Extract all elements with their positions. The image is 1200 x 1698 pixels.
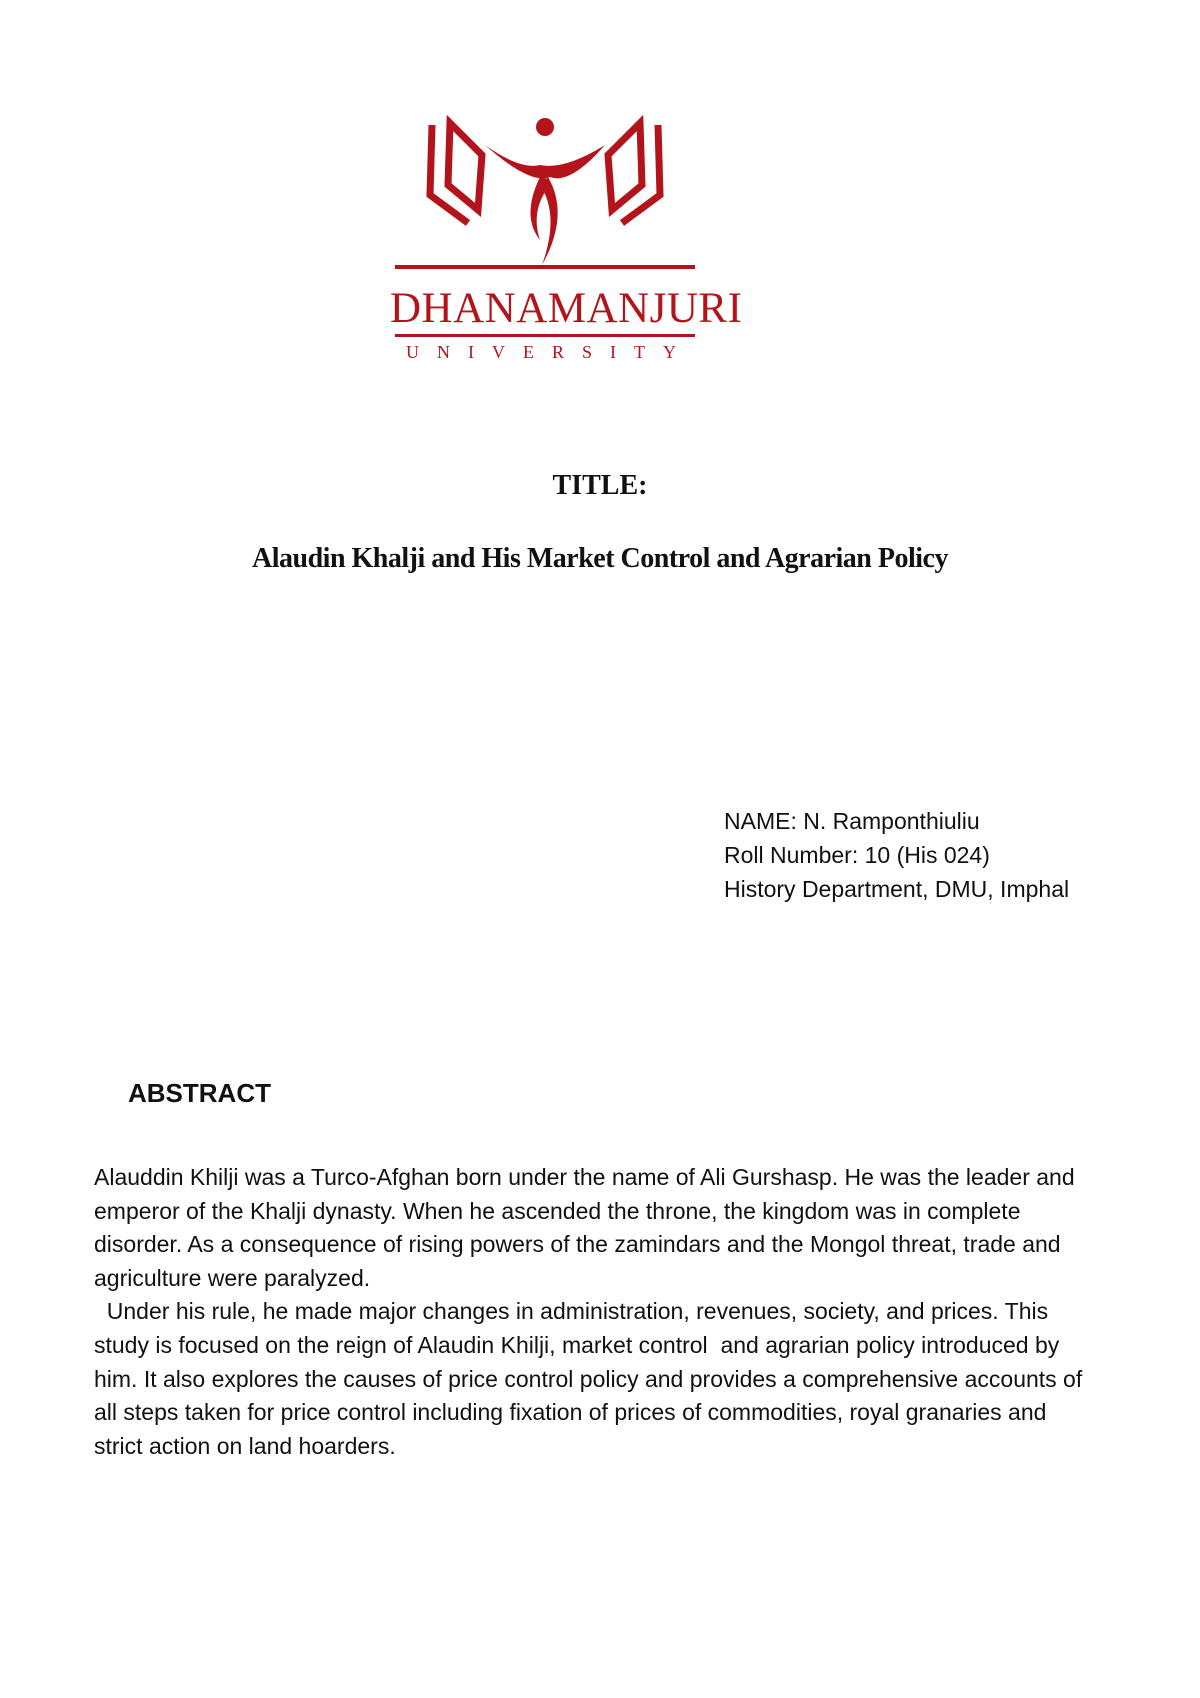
abstract-paragraph-2: Under his rule, he made major changes in administration, revenues, society, and prices. This study is focused on the reign of Alaudin Khilji, market control and agrarian policy introduced by him. It also explores the causes of price control policy and provides a comprehensive accounts of all steps taken for price control including fixation of prices of commodities, royal granaries and strict action on land hoarders. [94,1298,1089,1459]
abstract-body [94,1161,1094,1463]
author-block [724,804,1069,906]
logo-wordmark: DHANAMANJURI [390,285,743,332]
abstract-paragraph-1: Alauddin Khilji was a Turco-Afghan born under the name of Ali Gurshasp. He was the leader and emperor of the Khalji dynasty. When he ascended the throne, the kingdom was in complete disorder. As a consequence of rising powers of the zamindars and the Mongol threat, trade and agriculture were paralyzed. [94,1164,1075,1291]
author-name: NAME: N. Ramponthiuliu [724,808,980,834]
university-logo [390,115,743,375]
abstract-heading: ABSTRACT [128,1078,271,1108]
logo-subword: UNIVERSITY [406,342,694,362]
author-department: History Department, DMU, Imphal [724,876,1070,902]
document-title: Alaudin Khalji and His Market Control and Agrarian Policy [252,543,948,574]
author-roll-number: Roll Number: 10 (His 024) [724,842,990,868]
logo-divider [390,333,700,339]
title-label: TITLE: [552,470,648,501]
logo-emblem-icon [390,115,700,275]
